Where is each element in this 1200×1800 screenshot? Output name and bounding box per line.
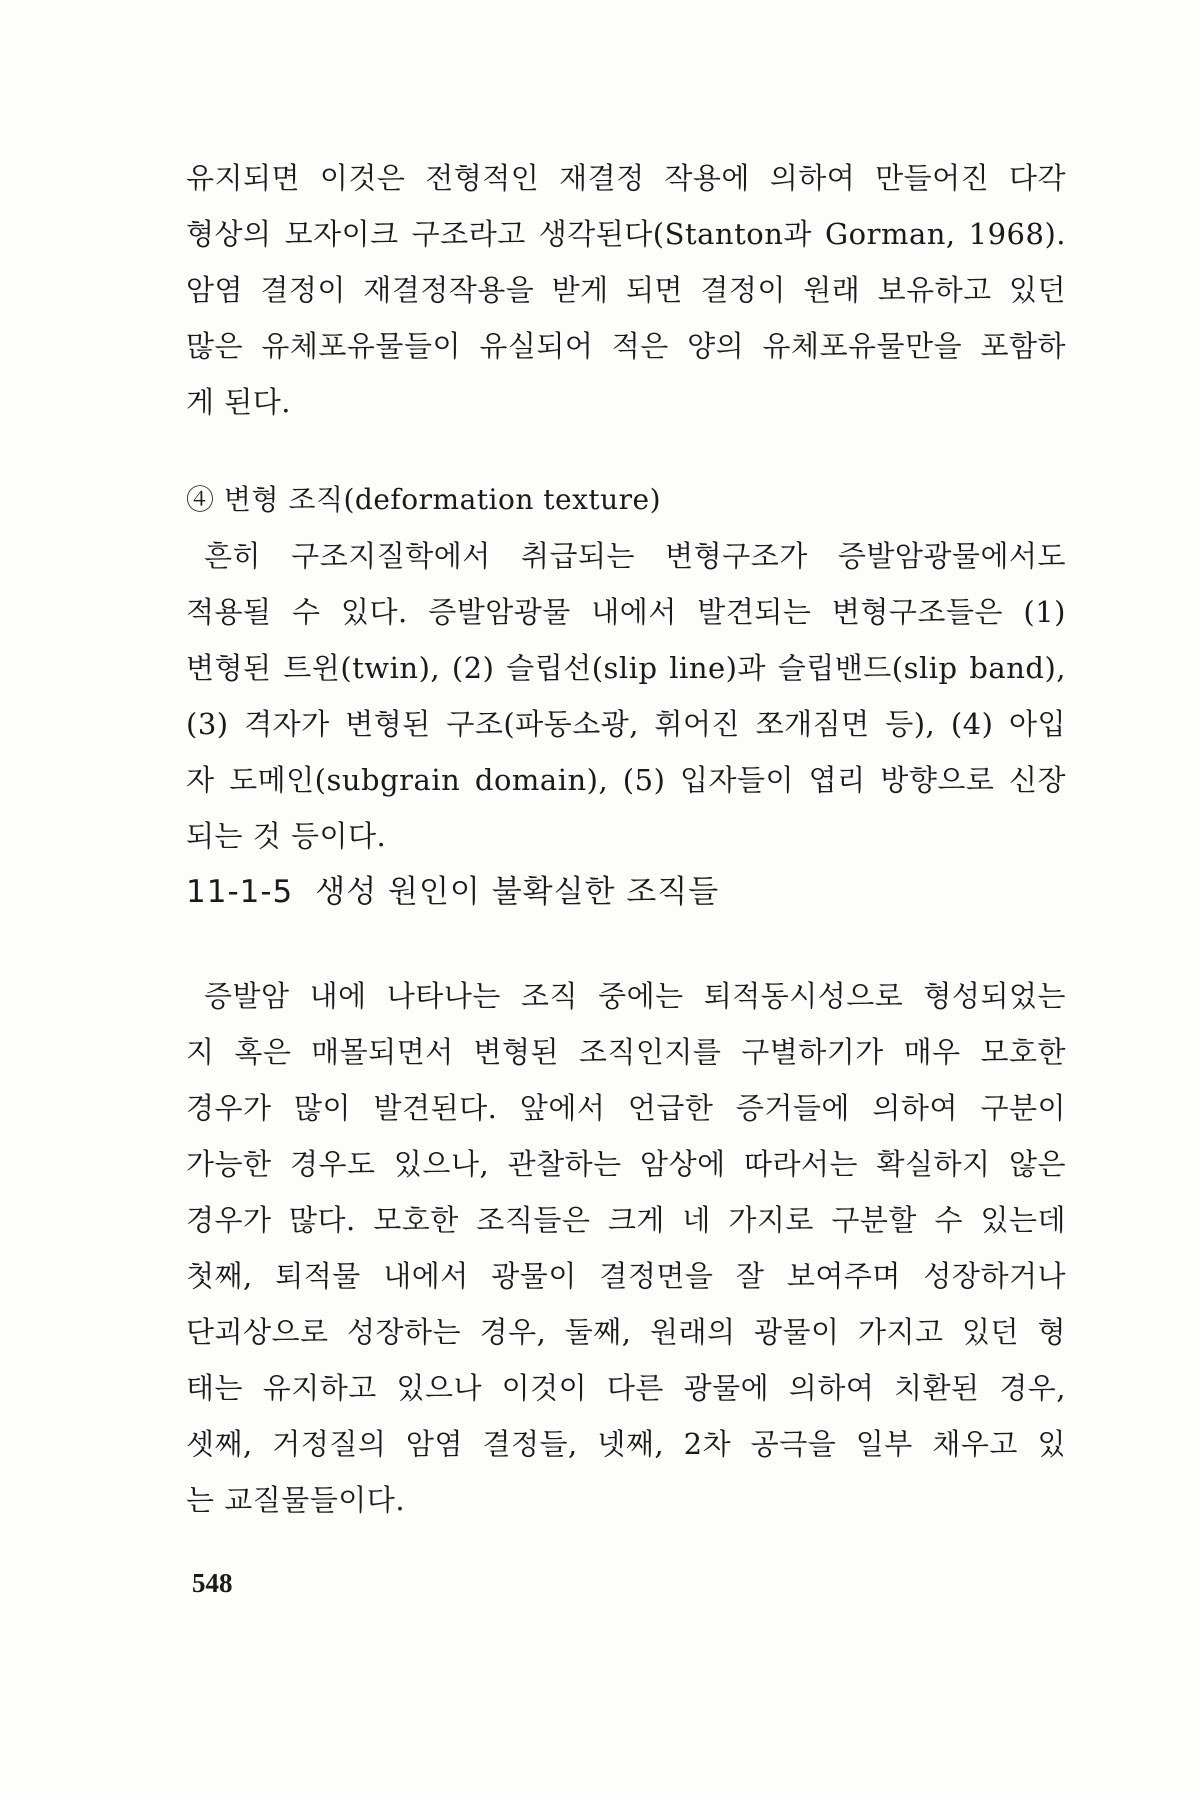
paragraph-2 [186, 528, 1066, 864]
text-line: 태는 유지하고 있으나 이것이 다른 광물에 의하여 치환된 경우, [186, 1371, 1066, 1405]
text-line: 증발암 내에 나타나는 조직 중에는 퇴적동시성으로 형성되었는 [204, 979, 1066, 1013]
section-number: 11-1-5 [186, 874, 294, 910]
text-line: 첫째, 퇴적물 내에서 광물이 결정면을 잘 보여주며 성장하거나 [186, 1259, 1066, 1293]
text-line: 가능한 경우도 있으나, 관찰하는 암상에 따라서는 확실하지 않은 [186, 1147, 1066, 1181]
text-line: 유지되면 이것은 전형적인 재결정 작용에 의하여 만들어진 다각 [186, 161, 1066, 195]
page-number: 548 [192, 1568, 233, 1598]
text-line: 암염 결정이 재결정작용을 받게 되면 결정이 원래 보유하고 있던 [186, 273, 1066, 307]
text-line: 형상의 모자이크 구조라고 생각된다(Stanton과 Gorman, 1968). [186, 217, 1066, 251]
text-line: 단괴상으로 성장하는 경우, 둘째, 원래의 광물이 가지고 있던 형 [186, 1315, 1066, 1349]
paragraph-3 [186, 968, 1066, 1528]
text-line: 되는 것 등이다. [186, 819, 387, 853]
text-line: 경우가 많다. 모호한 조직들은 크게 네 가지로 구분할 수 있는데 [186, 1203, 1066, 1237]
section-heading [186, 862, 719, 922]
text-line: 흔히 구조지질학에서 취급되는 변형구조가 증발암광물에서도 [204, 539, 1066, 573]
text-line: 게 된다. [186, 385, 291, 419]
text-line: 많은 유체포유물들이 유실되어 적은 양의 유체포유물만을 포함하 [186, 329, 1066, 363]
text-line: 셋째, 거정질의 암염 결정들, 넷째, 2차 공극을 일부 채우고 있 [186, 1427, 1066, 1461]
text-line: 자 도메인(subgrain domain), (5) 입자들이 엽리 방향으로 신장 [186, 763, 1066, 797]
text-line: 지 혹은 매몰되면서 변형된 조직인지를 구별하기가 매우 모호한 [186, 1035, 1066, 1069]
text-line: 변형된 트윈(twin), (2) 슬립선(slip line)과 슬립밴드(slip band), [186, 651, 1066, 685]
text-line: 는 교질물들이다. [186, 1483, 406, 1517]
subheading-deformation-texture: ④ 변형 조직(deformation texture) [186, 483, 662, 516]
text-line: 경우가 많이 발견된다. 앞에서 언급한 증거들에 의하여 구분이 [186, 1091, 1066, 1125]
section-title: 생성 원인이 불확실한 조직들 [315, 874, 720, 910]
paragraph-1 [186, 150, 1066, 430]
text-line: 적용될 수 있다. 증발암광물 내에서 발견되는 변형구조들은 (1) [186, 595, 1066, 629]
text-line: (3) 격자가 변형된 구조(파동소광, 휘어진 쪼개짐면 등), (4) 아입 [186, 707, 1066, 741]
